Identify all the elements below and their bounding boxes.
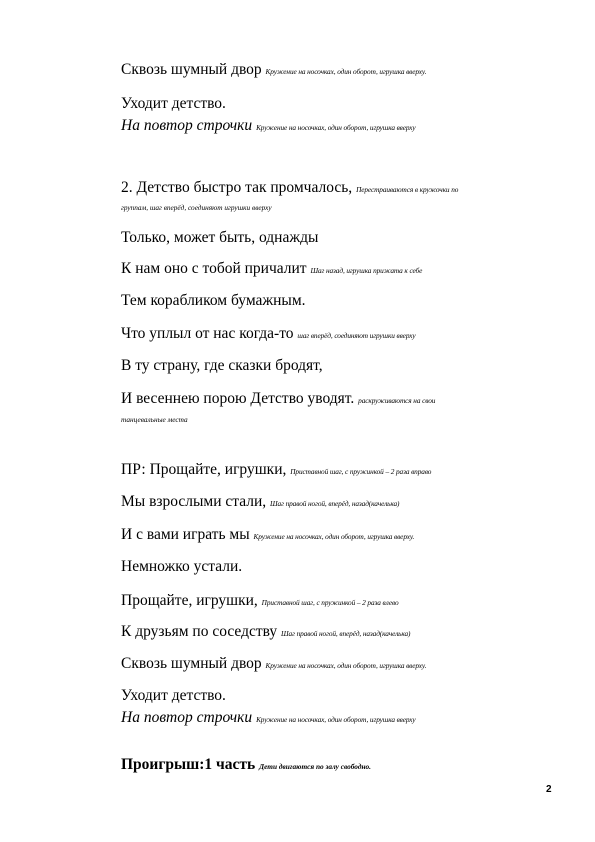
lyric-line [121, 656, 426, 672]
lyric-text: ПР: Прощайте, игрушки, [121, 461, 287, 478]
lyric-text: Что уплыл от нас когда-то [121, 325, 294, 342]
stage-direction-continuation: танцевальные места [121, 415, 188, 424]
lyric-line [121, 494, 399, 510]
lyric-text: В ту страну, где сказки бродят, [121, 357, 323, 374]
lyric-text: Прощайте, игрушки, [121, 592, 258, 609]
interlude-heading-line [121, 757, 371, 773]
chorus-start-line [121, 462, 431, 478]
stage-direction: Кружение на носочках, один оборот, игрушка вверху [256, 123, 416, 132]
repeat-line [121, 118, 416, 134]
stage-direction: Кружение на носочках, один оборот, игрушка вверху [256, 715, 416, 724]
interlude-direction: Дети двигаются по залу свободно. [259, 762, 371, 771]
lyric-line [121, 593, 399, 609]
lyric-text: К нам оно с тобой причалит [121, 260, 307, 277]
lyric-line [121, 261, 422, 277]
repeat-line [121, 710, 416, 726]
interlude-heading: Проигрыш:1 часть [121, 756, 256, 773]
verse-start-line [121, 180, 458, 196]
repeat-text: На повтор строчки [121, 709, 253, 726]
lyric-text: Только, может быть, однажды [121, 229, 319, 246]
lyric-text: И с вами играть мы [121, 526, 250, 543]
stage-direction: Приставной шаг, с пружинкой – 2 раза вправо [290, 467, 432, 476]
lyric-line [121, 391, 435, 407]
lyric-text: Немножко устали. [121, 558, 243, 575]
stage-direction: раскруживаются на свои [358, 396, 436, 405]
stage-direction: Перестраиваются в кружочки по [356, 185, 459, 194]
lyric-text: И весеннею порою Детство уводят. [121, 390, 355, 407]
lyric-text: Мы взрослыми стали, [121, 493, 267, 510]
stage-direction: Приставной шаг, с пружинкой – 2 раза влево [261, 598, 399, 607]
lyric-text: К друзьям по соседству [121, 623, 278, 640]
stage-direction: Кружение на носочках, один оборот, игрушка вверху. [253, 532, 415, 541]
lyric-line [121, 293, 306, 309]
stage-direction: Шаг правой ногой, вперёд, назад(качелька) [281, 629, 411, 638]
lyric-text: Сквозь шумный двор [121, 61, 262, 78]
lyric-line [121, 230, 318, 246]
stage-direction: Кружение на носочках, один оборот, игрушка вверху. [265, 661, 427, 670]
stage-direction: Шаг правой ногой, вперёд, назад(качелька) [270, 499, 400, 508]
lyric-line [121, 326, 416, 342]
lyric-line [121, 688, 226, 704]
lyric-line [121, 624, 410, 640]
lyric-line [121, 358, 323, 374]
stage-direction: Шаг назад, игрушка прижата к себе [310, 266, 423, 275]
lyric-text: Уходит детство. [121, 95, 226, 112]
stage-direction: Кружение на носочках, один оборот, игрушка вверху. [265, 67, 427, 76]
lyric-text: Уходит детство. [121, 687, 226, 704]
stage-direction: шаг вперёд, соединяют игрушки вверху [297, 331, 416, 340]
page-number: 2 [546, 784, 552, 795]
lyric-text: 2. Детство быстро так промчалось, [121, 179, 353, 196]
lyric-line [121, 96, 226, 112]
lyric-text: Сквозь шумный двор [121, 655, 262, 672]
stage-direction-continuation: группам, шаг вперёд, соединяют игрушки вверху [121, 203, 272, 212]
lyric-line [121, 62, 426, 78]
repeat-text: На повтор строчки [121, 117, 253, 134]
lyric-text: Тем корабликом бумажным. [121, 292, 306, 309]
lyric-line [121, 559, 242, 575]
lyric-line [121, 527, 414, 543]
